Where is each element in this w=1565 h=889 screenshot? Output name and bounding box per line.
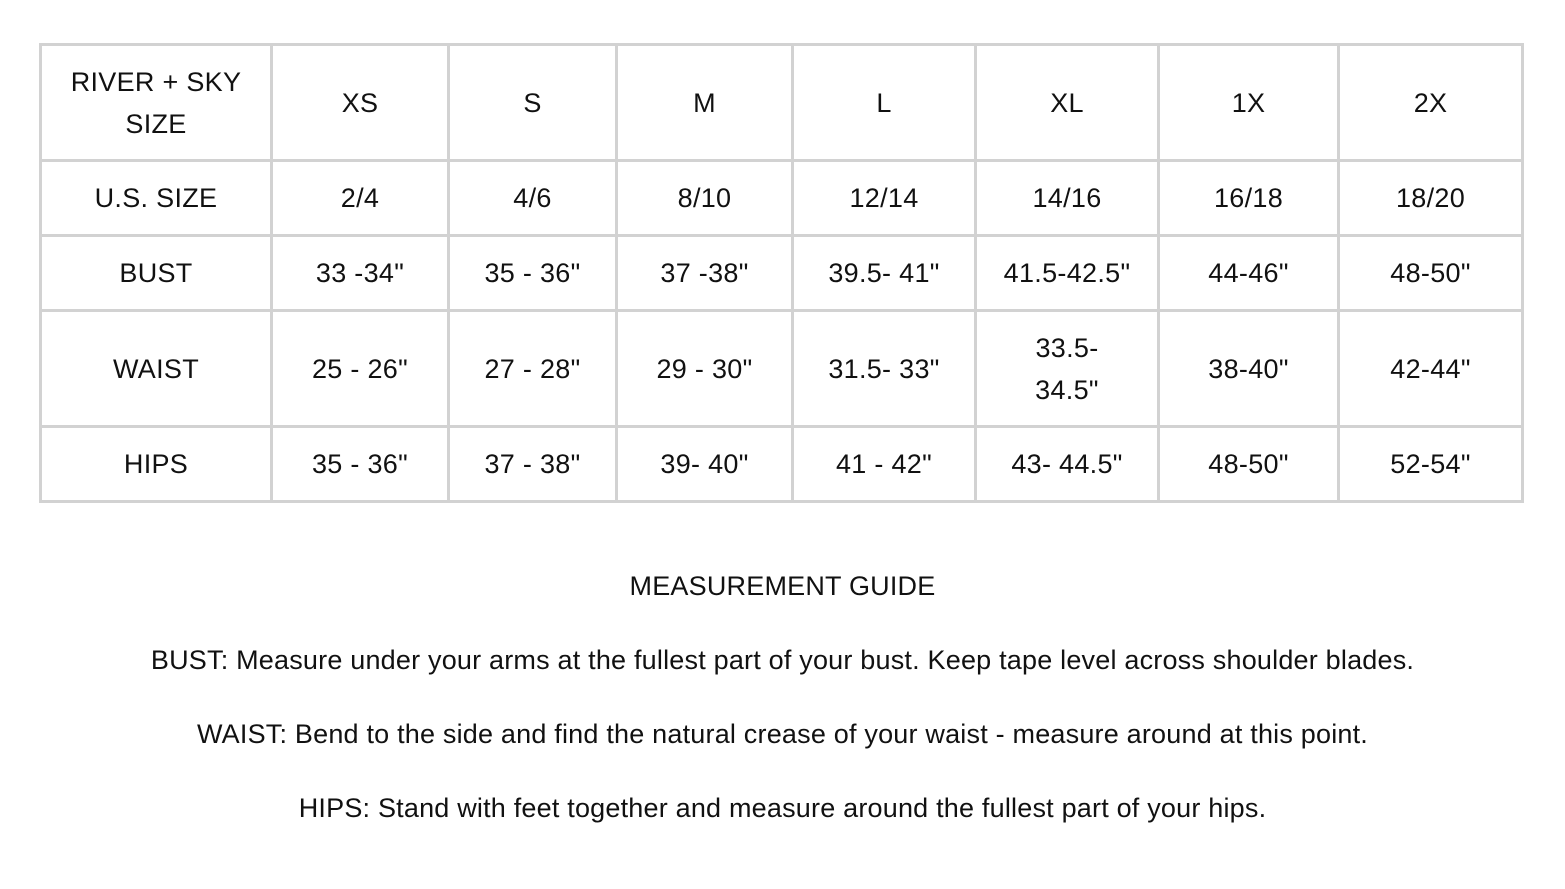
size-header-2x: 2X bbox=[1339, 45, 1523, 161]
table-cell: 35 - 36" bbox=[272, 427, 449, 502]
table-cell: 4/6 bbox=[449, 161, 617, 236]
table-cell: 33 -34" bbox=[272, 236, 449, 311]
guide-hips-text: HIPS: Stand with feet together and measure around the fullest part of your hips. bbox=[298, 793, 1267, 823]
table-cell: 37 -38" bbox=[617, 236, 793, 311]
size-header-xl: XL bbox=[976, 45, 1159, 161]
table-cell: 2/4 bbox=[272, 161, 449, 236]
table-cell: 33.5- 34.5" bbox=[976, 311, 1159, 427]
table-cell: 8/10 bbox=[617, 161, 793, 236]
table-cell: 31.5- 33" bbox=[793, 311, 976, 427]
table-cell: 41 - 42" bbox=[793, 427, 976, 502]
table-cell: 14/16 bbox=[976, 161, 1159, 236]
guide-title: MEASUREMENT GUIDE bbox=[629, 571, 936, 601]
table-cell: 38-40" bbox=[1159, 311, 1339, 427]
table-row-hips bbox=[41, 427, 1523, 502]
header-row bbox=[41, 45, 1523, 161]
table-cell: 48-50" bbox=[1159, 427, 1339, 502]
size-chart-table bbox=[39, 43, 1524, 503]
table-cell: 43- 44.5" bbox=[976, 427, 1159, 502]
table-cell: 42-44" bbox=[1339, 311, 1523, 427]
size-header-1x: 1X bbox=[1159, 45, 1339, 161]
row-label-brand-size: RIVER + SKY SIZE bbox=[41, 45, 272, 161]
measurement-guide bbox=[0, 562, 1565, 858]
table-cell: 12/14 bbox=[793, 161, 976, 236]
table-cell: 18/20 bbox=[1339, 161, 1523, 236]
size-header-s: S bbox=[449, 45, 617, 161]
table-cell: 44-46" bbox=[1159, 236, 1339, 311]
table-cell: 41.5-42.5" bbox=[976, 236, 1159, 311]
table-row-waist bbox=[41, 311, 1523, 427]
table-cell: 52-54" bbox=[1339, 427, 1523, 502]
guide-waist-text: WAIST: Bend to the side and find the natural crease of your waist - measure around at this point. bbox=[196, 719, 1369, 749]
table-cell: 48-50" bbox=[1339, 236, 1523, 311]
row-label-hips: HIPS bbox=[41, 427, 272, 502]
size-header-l: L bbox=[793, 45, 976, 161]
table-cell: 29 - 30" bbox=[617, 311, 793, 427]
size-header-xs: XS bbox=[272, 45, 449, 161]
table-cell: 16/18 bbox=[1159, 161, 1339, 236]
table-cell: 35 - 36" bbox=[449, 236, 617, 311]
row-label-bust: BUST bbox=[41, 236, 272, 311]
guide-bust-text: BUST: Measure under your arms at the fullest part of your bust. Keep tape level across shoulder blades. bbox=[150, 645, 1415, 675]
table-row-bust bbox=[41, 236, 1523, 311]
table-row-us-size bbox=[41, 161, 1523, 236]
row-label-waist: WAIST bbox=[41, 311, 272, 427]
row-label-us-size: U.S. SIZE bbox=[41, 161, 272, 236]
table-cell: 27 - 28" bbox=[449, 311, 617, 427]
table-cell: 25 - 26" bbox=[272, 311, 449, 427]
table-cell: 37 - 38" bbox=[449, 427, 617, 502]
size-header-m: M bbox=[617, 45, 793, 161]
table-cell: 39- 40" bbox=[617, 427, 793, 502]
table-cell: 39.5- 41" bbox=[793, 236, 976, 311]
